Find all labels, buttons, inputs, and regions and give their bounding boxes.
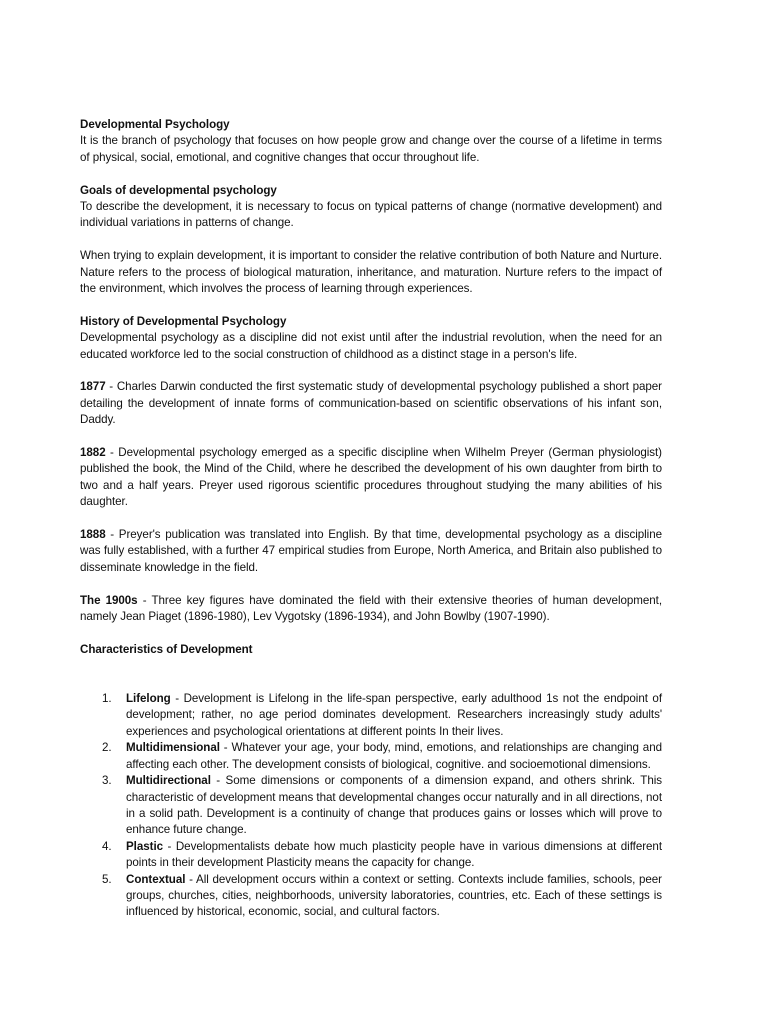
document-title: Developmental Psychology (80, 118, 230, 131)
spacer (80, 363, 662, 379)
list-item (80, 740, 662, 773)
list-term: Plastic (126, 839, 164, 853)
list-number: 5. (102, 872, 112, 886)
list-term: Lifelong (126, 692, 171, 706)
list-number: 2. (102, 741, 112, 755)
characteristics-heading: Characteristics of Development (80, 642, 253, 656)
characteristics-list (80, 691, 662, 921)
list-number: 4. (102, 839, 112, 853)
list-separator: - (170, 692, 184, 706)
spacer (80, 297, 662, 313)
timeline-text: Developmental psychology emerged as a specific discipline when Wilhelm Preyer (German physiologist) published the book, the Mind of the Child, where he described the development of his own daughter from birth to two and a half years. Preyer used rigorous scientific procedures throughout studying the many abilities of his daughter. (80, 446, 662, 509)
list-term: Multidimensional (126, 741, 220, 755)
timeline-separator: - (137, 593, 152, 607)
list-term: Multidirectional (126, 774, 211, 788)
list-text: Whatever your age, your body, mind, emotions, and relationships are changing and affecting each other. The development consists of biological, cognitive. and socioemotional dimensions. (126, 741, 662, 771)
list-item (80, 872, 662, 921)
timeline-text: Preyer's publication was translated into English. By that time, developmental psychology as a discipline was fully established, with a further 47 empirical studies from Europe, North America, and Britain also published to disseminate knowledge in the field. (80, 528, 662, 574)
document-page (80, 117, 662, 921)
list-text: Development is Lifelong in the life-span perspective, early adulthood 1s not the endpoint of development; rather, no age period dominates development. Researchers increasingly study adults' experiences and psychological orientations at different points In their lives. (126, 692, 662, 738)
timeline-separator: - (105, 446, 119, 460)
timeline-year: The 1900s (80, 593, 138, 607)
intro-paragraph: It is the branch of psychology that focuses on how people grow and change over the course of a lifetime in terms of physical, social, emotional, and cognitive changes that occur throughout life. (80, 134, 662, 164)
timeline-separator: - (105, 528, 119, 542)
spacer (80, 576, 662, 592)
goals-paragraph-1: To describe the development, it is necessary to focus on typical patterns of change (normative development) and individual variations in patterns of change. (80, 200, 662, 230)
timeline-separator: - (105, 380, 117, 394)
spacer (80, 232, 662, 248)
timeline-entry-1877 (80, 379, 662, 428)
timeline-entry-1882 (80, 445, 662, 511)
list-text: Developmentalists debate how much plasticity people have in various dimensions at different points in their development Plasticity means the capacity for change. (126, 839, 662, 870)
list-separator: - (219, 741, 232, 755)
list-separator: - (210, 774, 226, 788)
spacer (80, 429, 662, 445)
timeline-year: 1877 (80, 380, 106, 394)
timeline-entry-1900s (80, 593, 662, 626)
timeline-text: Three key figures have dominated the field with their extensive theories of human development, namely Jean Piaget (1896-1980), Lev Vygotsky (1896-1934), and John Bowlby (1907-1990). (80, 593, 663, 624)
timeline-year: 1882 (80, 446, 106, 460)
list-text: All development occurs within a context or setting. Contexts include families, schools, peer groups, churches, cities, neighborhoods, university laboratories, countries, etc. Each of these settings is influenced by historical, economic, social, and cultural factors. (126, 872, 662, 919)
list-item (80, 839, 662, 872)
timeline-text: Charles Darwin conducted the first systematic study of developmental psychology published a short paper detailing the development of innate forms of communication-based on scientific observations of his infant son, Daddy. (80, 380, 662, 427)
list-separator: - (185, 872, 197, 886)
goals-paragraph-2: When trying to explain development, it is important to consider the relative contribution of both Nature and Nurture. Nature refers to the process of biological maturation, inheritance, and maturation. Nurture refers to the impact of the environment, which involves the process of learning through experiences. (80, 249, 662, 296)
spacer (80, 625, 662, 641)
goals-heading: Goals of developmental psychology (80, 183, 277, 197)
list-text: Some dimensions or components of a dimension expand, and others shrink. This characteristic of development means that developmental changes occur naturally and in all directions, not in a solid path. Development is a continuity of change that produces gains or losses which will prove to enhance future change. (126, 774, 662, 837)
list-number: 3. (102, 774, 112, 788)
list-item (80, 773, 662, 839)
history-heading: History of Developmental Psychology (80, 314, 287, 328)
spacer (80, 166, 662, 182)
history-paragraph: Developmental psychology as a discipline did not exist until after the industrial revolution, when the need for an educated workforce led to the social construction of childhood as a distinct stage in a person's life. (80, 331, 662, 361)
list-term: Contextual (126, 872, 186, 886)
timeline-entry-1888 (80, 527, 662, 576)
spacer (80, 511, 662, 527)
spacer (80, 658, 662, 691)
list-item (80, 691, 662, 740)
list-number: 1. (102, 692, 112, 706)
timeline-year: 1888 (80, 528, 106, 542)
list-separator: - (163, 839, 176, 853)
